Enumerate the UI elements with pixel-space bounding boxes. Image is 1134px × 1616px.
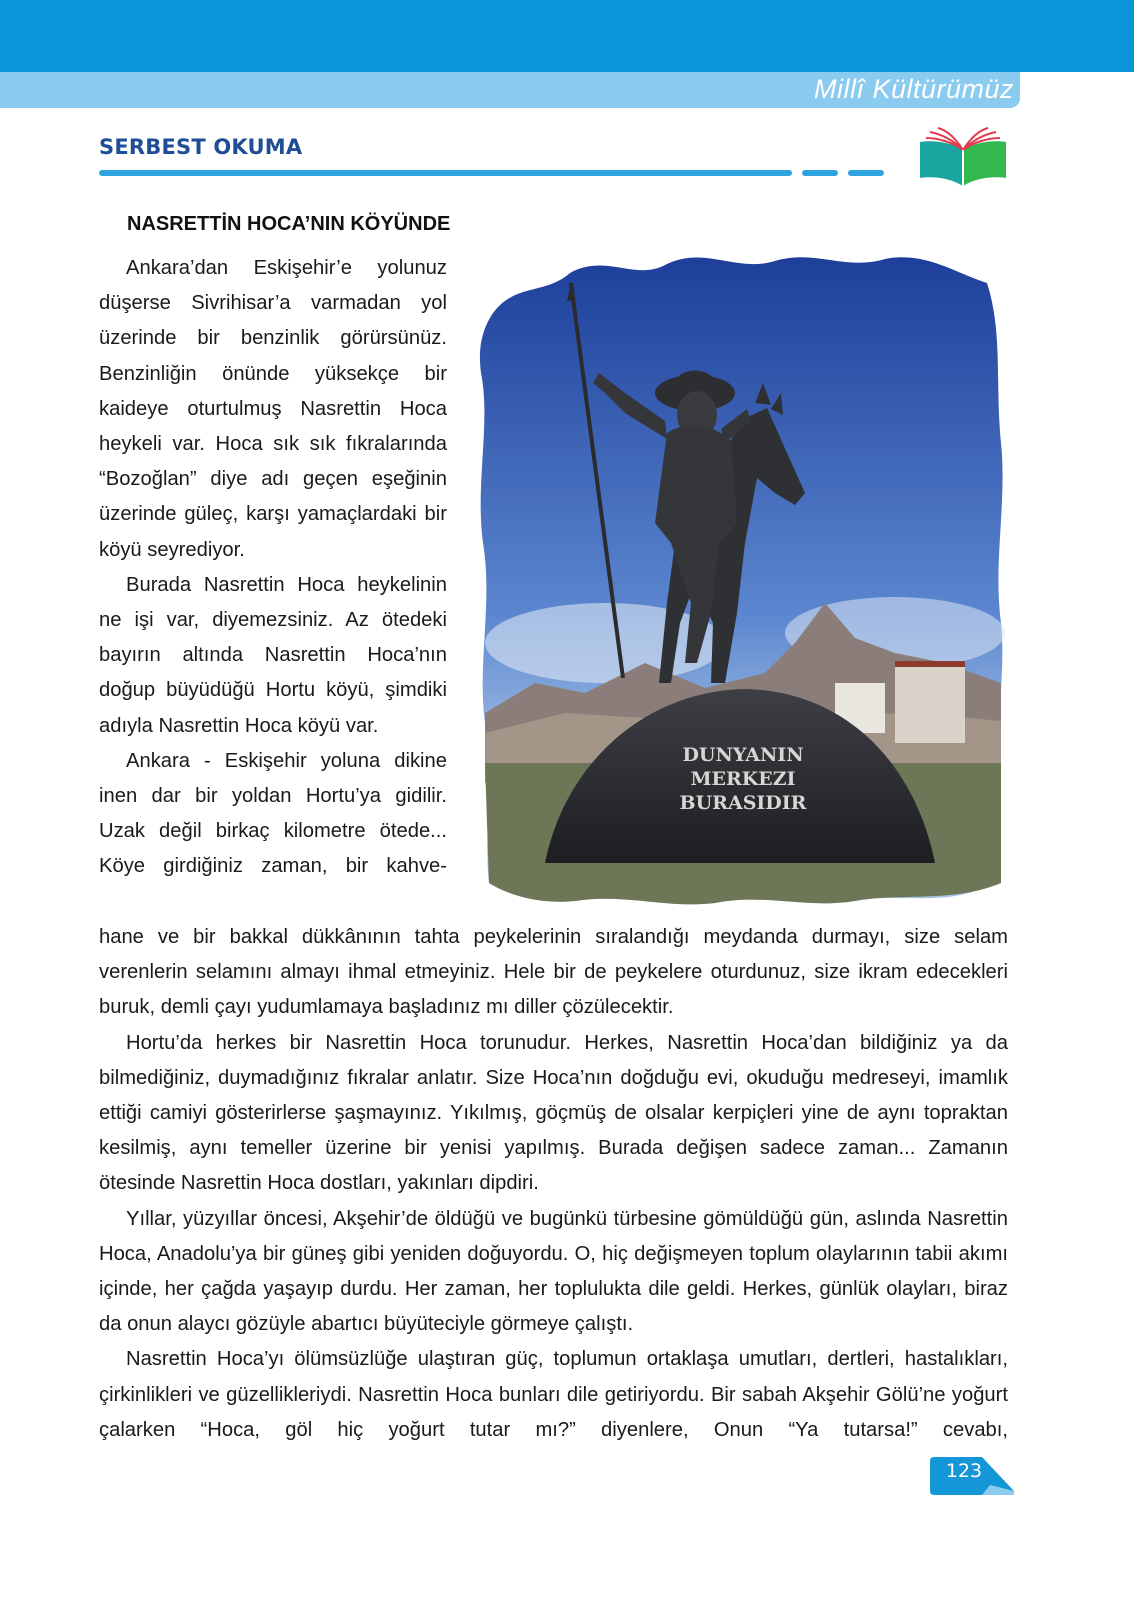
paragraph: Nasrettin Hoca’yı ölümsüzlüğe ulaştıran güç, toplumun ortaklaşa umutları, dertleri, hastalıkları, çirkinlikleri ve güzellikleriydi. Nasrettin Hoca bunları dile getiriyordu. Bir sabah Akşehir Gölü’ne yoğurt çalarken “Hoca, göl hiç yoğurt tutar mı?” diyenlere, Onun “Ya tutarsa!” cevabı, bbox=[99, 1348, 1008, 1441]
left-column-text bbox=[99, 251, 447, 885]
statue-photo bbox=[475, 243, 1007, 909]
monument-line: DUNYANIN bbox=[682, 744, 804, 766]
page-number: 123 bbox=[945, 1460, 983, 1482]
section-rule-dash bbox=[802, 170, 838, 176]
section-rule bbox=[99, 170, 764, 176]
section-rule-dash bbox=[848, 170, 884, 176]
section-label: SERBEST OKUMA bbox=[99, 135, 303, 159]
paragraph: Yıllar, yüzyıllar öncesi, Akşehir’de öldüğü ve bugünkü türbesine gömüldüğü gün, aslında Nasrettin Hoca, Anadolu’ya bir güneş gibi yeniden doğuyordu. O, hiç değişmeyen toplum olaylarının tabii akımı içinde, her çağda yaşayıp durdu. Her zaman, her toplulukta dile geldi. Herkes, günlük olayları, biraz da onun alaycı gözüyle abartıcı büyüteciyle görmeye çalıştı. bbox=[99, 1207, 1008, 1336]
paragraph: Burada Nasrettin Hoca heykelinin ne işi var, diyemezsiniz. Az ötedeki bayırın altında Nasrettin Hoca’nın doğup büyüdüğü Hortu köyü, şimdiki adıyla Nasrettin Hoca köyü var. bbox=[99, 573, 447, 737]
paragraph: Ankara’dan Eskişehir’e yolunuz düşerse Sivrihisar’a varmadan yol üzerinde bir benzinlik görürsünüz. Benzinliğin önünde yüksekçe bir kaideye oturtulmuş Nasrettin Hoca heykeli var. Hoca sık sık fıkralarında “Bozoğlan” diye adı geçen eşeğinin üzerinde güleç, karşı yamaçlardaki bir köyü seyrediyor. bbox=[99, 257, 447, 561]
header-sub-band bbox=[0, 72, 1020, 108]
section-rule-dash bbox=[756, 170, 792, 176]
monument-line: MERKEZI bbox=[690, 768, 796, 790]
monument-line: BURASIDIR bbox=[679, 792, 807, 814]
open-book-icon bbox=[918, 126, 1008, 192]
full-width-text bbox=[99, 920, 1008, 1448]
paragraph: Hortu’da herkes bir Nasrettin Hoca torunudur. Herkes, Nasrettin Hoca’dan bildiğiniz ya da bilmediğiniz, duymadığınız fıkralar anlatır. Size Hoca’nın doğduğu evi, okuduğu medreseyi, imamlık ettiği camiyi gösterirlerse şaşmayınız. Yıkılmış, göçmüş de olsalar kerpiçleri yine de aynı topraktan kesilmiş, aynı temeller üzerine bir yenisi yapılmış. Burada değişen sadece zaman... Zamanın ötesinde Nasrettin Hoca dostları, yakınları dipdiri. bbox=[99, 1031, 1008, 1195]
book-title: Millî Kültürümüz bbox=[813, 74, 1014, 104]
header-band bbox=[0, 0, 1134, 72]
paragraph: hane ve bir bakkal dükkânının tahta peykelerinin sıralandığı meydanda durmayı, size selam verenlerin selamını almayı ihmal etmeyiniz. Hele bir de peykelere oturdunuz, size ikram edecekleri buruk, demli çayı yudumlamaya başladınız mı diller çözülecektir. bbox=[99, 926, 1008, 1019]
article-title: NASRETTİN HOCA’NIN KÖYÜNDE bbox=[127, 213, 451, 235]
paragraph: Ankara - Eskişehir yoluna dikine inen dar bir yoldan Hortu’ya gidilir. Uzak değil birkaç kilometre ötede... Köye girdiğiniz zaman, bir kahve- bbox=[99, 749, 447, 878]
